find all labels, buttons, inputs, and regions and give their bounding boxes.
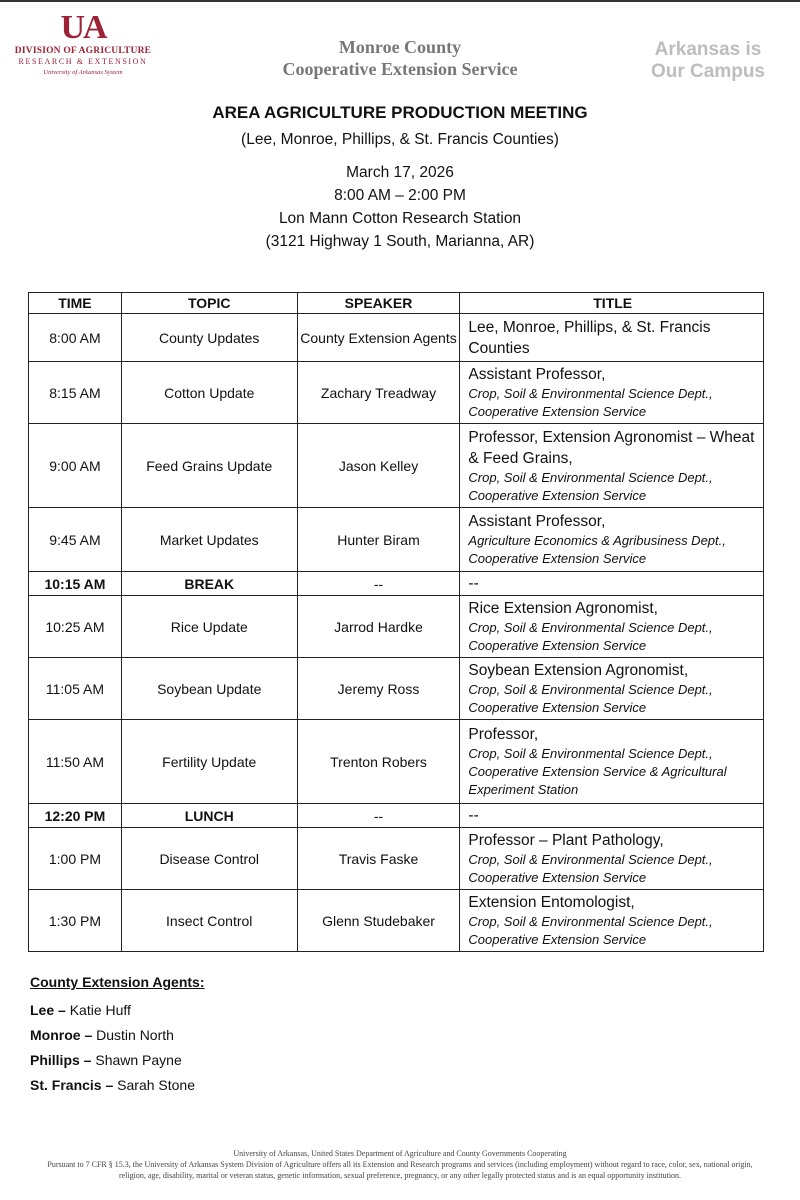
time-cell: 11:05 AM <box>29 658 122 720</box>
speaker-cell: Zachary Treadway <box>297 362 460 424</box>
topic-cell: Insect Control <box>121 890 297 952</box>
speaker-cell: Jeremy Ross <box>297 658 460 720</box>
title-cell <box>460 424 764 508</box>
header-speaker: SPEAKER <box>297 293 460 314</box>
time-cell: 1:00 PM <box>29 828 122 890</box>
speaker-cell: Jason Kelley <box>297 424 460 508</box>
title-main: Assistant Professor, <box>468 513 606 530</box>
title-affiliation: Crop, Soil & Environmental Science Dept., Cooperative Extension Service <box>468 386 713 419</box>
event-address: (3121 Highway 1 South, Marianna, AR) <box>265 233 535 250</box>
agent-name: Sarah Stone <box>113 1077 195 1093</box>
title-cell <box>460 362 764 424</box>
time-cell: 11:50 AM <box>29 720 122 804</box>
agent-county: St. Francis – <box>30 1077 114 1093</box>
table-row <box>29 828 764 890</box>
logo-line-1: DIVISION OF AGRICULTURE <box>14 46 152 56</box>
title-cell <box>460 828 764 890</box>
header-time: TIME <box>29 293 122 314</box>
title-cell <box>460 804 764 828</box>
table-row <box>29 890 764 952</box>
agent-row <box>30 998 430 1023</box>
office-line-2: Cooperative Extension Service <box>282 59 518 79</box>
event-location: Lon Mann Cotton Research Station <box>278 210 522 227</box>
title-main: Professor – Plant Pathology, <box>468 832 664 849</box>
event-title: AREA AGRICULTURE PRODUCTION MEETING <box>212 103 588 122</box>
title-main: Assistant Professor, <box>468 366 606 383</box>
table-row <box>29 720 764 804</box>
title-main: -- <box>468 575 479 592</box>
slogan-line-2: Our Campus <box>650 61 766 82</box>
speaker-cell: -- <box>297 804 460 828</box>
time-cell: 8:15 AM <box>29 362 122 424</box>
title-cell <box>460 314 764 362</box>
speaker-cell: Trenton Robers <box>297 720 460 804</box>
logo-line-2: RESEARCH & EXTENSION <box>18 57 148 66</box>
header-title: TITLE <box>460 293 764 314</box>
uada-logo <box>12 9 154 76</box>
time-cell: 10:15 AM <box>29 572 122 596</box>
slogan-line-1: Arkansas is <box>654 39 762 60</box>
office-line-1: Monroe County <box>338 37 462 57</box>
topic-cell: Disease Control <box>121 828 297 890</box>
logo-line-3: University of Arkansas System <box>43 69 123 76</box>
title-main: Lee, Monroe, Phillips, & St. Francis Counties <box>468 318 711 357</box>
title-cell <box>460 508 764 572</box>
title-affiliation: Crop, Soil & Environmental Science Dept., Cooperative Extension Service & Agricultural Experiment Station <box>468 746 727 797</box>
speaker-cell: Jarrod Hardke <box>297 596 460 658</box>
title-main: Soybean Extension Agronomist, <box>468 662 689 679</box>
slogan <box>628 39 788 83</box>
title-cell <box>460 572 764 596</box>
title-main: Professor, Extension Agronomist – Wheat & Feed Grains, <box>468 428 755 467</box>
table-row <box>29 596 764 658</box>
title-affiliation: Crop, Soil & Environmental Science Dept., Cooperative Extension Service <box>468 469 713 503</box>
table-row <box>29 424 764 508</box>
speaker-cell: Glenn Studebaker <box>297 890 460 952</box>
speaker-cell: -- <box>297 572 460 596</box>
table-row <box>29 508 764 572</box>
topic-cell: Soybean Update <box>121 658 297 720</box>
time-cell: 9:45 AM <box>29 508 122 572</box>
agent-county: Phillips – <box>30 1052 92 1068</box>
county-agents <box>30 972 430 1098</box>
agent-row <box>30 1048 430 1073</box>
title-main: -- <box>468 807 479 824</box>
title-affiliation: Crop, Soil & Environmental Science Dept., Cooperative Extension Service <box>468 682 713 715</box>
header <box>0 2 800 92</box>
agents-heading: County Extension Agents: <box>30 974 205 990</box>
header-topic: TOPIC <box>121 293 297 314</box>
agent-county: Monroe – <box>30 1027 93 1043</box>
title-cell <box>460 596 764 658</box>
topic-cell: Market Updates <box>121 508 297 572</box>
footer <box>40 1148 760 1181</box>
footer-line-1: University of Arkansas, United States Department of Agriculture and County Governments Cooperating <box>233 1149 567 1158</box>
agent-name: Shawn Payne <box>91 1052 182 1068</box>
table-row <box>29 572 764 596</box>
time-cell: 9:00 AM <box>29 424 122 508</box>
speaker-cell: Hunter Biram <box>297 508 460 572</box>
table-row <box>29 658 764 720</box>
title-cell <box>460 890 764 952</box>
time-cell: 8:00 AM <box>29 314 122 362</box>
footer-line-2: Pursuant to 7 CFR § 15.3, the University of Arkansas System Division of Agriculture offers all its Extension and Research programs and services (including employment) without regard to race, color, sex, national origin, religion, age, disability, marital or veteran status, genetic information, sexual preference, pregnancy, or any other legally protected status and is an equal opportunity institution. <box>47 1160 753 1180</box>
table-row <box>29 314 764 362</box>
time-cell: 12:20 PM <box>29 804 122 828</box>
topic-cell: LUNCH <box>121 804 297 828</box>
title-affiliation: Agriculture Economics & Agribusiness Dept., Cooperative Extension Service <box>468 533 726 566</box>
title-affiliation: Crop, Soil & Environmental Science Dept., Cooperative Extension Service <box>468 914 713 947</box>
time-cell: 1:30 PM <box>29 890 122 952</box>
table-row <box>29 804 764 828</box>
event-time: 8:00 AM – 2:00 PM <box>334 187 466 204</box>
topic-cell: BREAK <box>121 572 297 596</box>
title-main: Professor, <box>468 726 539 743</box>
title-main: Rice Extension Agronomist, <box>468 600 658 617</box>
table-row <box>29 362 764 424</box>
title-main: Extension Entomologist, <box>468 894 635 911</box>
agents-list <box>30 998 430 1098</box>
title-affiliation: Crop, Soil & Environmental Science Dept., Cooperative Extension Service <box>468 852 713 885</box>
speaker-cell: Travis Faske <box>297 828 460 890</box>
schedule-body <box>29 314 764 952</box>
title-affiliation: Crop, Soil & Environmental Science Dept., Cooperative Extension Service <box>468 620 713 653</box>
topic-cell: County Updates <box>121 314 297 362</box>
topic-cell: Cotton Update <box>121 362 297 424</box>
agent-name: Dustin North <box>92 1027 174 1043</box>
topic-cell: Fertility Update <box>121 720 297 804</box>
agent-row <box>30 1073 430 1098</box>
topic-cell: Rice Update <box>121 596 297 658</box>
title-cell <box>460 658 764 720</box>
title-cell <box>460 720 764 804</box>
logo-mark: UA <box>60 9 106 46</box>
table-header-row <box>29 293 764 314</box>
schedule-table <box>28 292 764 952</box>
agent-county: Lee – <box>30 1002 66 1018</box>
office-name <box>240 36 560 80</box>
agent-name: Katie Huff <box>65 1002 131 1018</box>
event-info <box>0 102 800 253</box>
topic-cell: Feed Grains Update <box>121 424 297 508</box>
event-counties: (Lee, Monroe, Phillips, & St. Francis Counties) <box>241 131 559 148</box>
speaker-cell: County Extension Agents <box>297 314 460 362</box>
event-date: March 17, 2026 <box>346 164 454 181</box>
agent-row <box>30 1023 430 1048</box>
time-cell: 10:25 AM <box>29 596 122 658</box>
